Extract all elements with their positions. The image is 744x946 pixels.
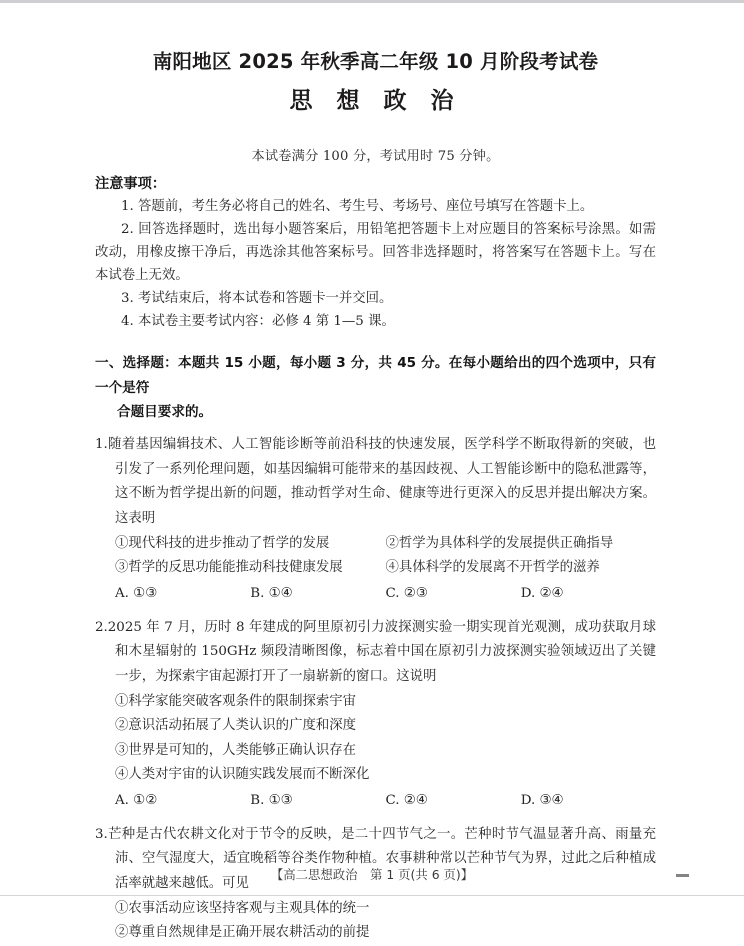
- question-2-text: 2025 年 7 月，历时 8 年建成的阿里原初引力波探测实验一期实现首光观测，成功获取月球和木星辐射的 150GHz 频段清晰图像，标志着中国在原初引力波探测实验领域迈出了关键一步，为探索宇宙起源打开了一扇崭新的窗口。这说明: [107, 619, 656, 684]
- notice-heading: 注意事项：: [95, 176, 166, 193]
- question-1-statement-3: ③哲学的反思功能能推动科技健康发展: [115, 560, 343, 576]
- question-1-statement-4: ④具体科学的发展离不开哲学的滋养: [385, 560, 600, 576]
- question-3-text: 芒种是古代农耕文化对于节令的反映，是二十四节气之一。芒种时节气温显著升高、雨量充沛、空气湿度大，适宜晚稻等谷类作物种植。农事耕种常以芒种节气为界，过此之后种植成活率就越来越低。可见: [107, 826, 656, 892]
- question-1-choice-c[interactable]: C. ②③: [385, 585, 428, 601]
- question-1-stem: [95, 433, 656, 532]
- question-2-statement-4: ④人类对宇宙的认识随实践发展而不断深化: [115, 767, 370, 783]
- notice-item: 2. 回答选择题时，选出每小题答案后，用铅笔把答题卡上对应题目的答案标号涂黑。如需改动，用橡皮擦干净后，再选涂其他答案标号。回答非选择题时，将答案写在答题卡上。写在本试卷上无效。: [95, 222, 656, 284]
- question-2-statement-1: ①科学家能突破客观条件的限制探索宇宙: [115, 693, 357, 709]
- question-1-text: 随着基因编辑技术、人工智能诊断等前沿科技的快速发展，医学科学不断取得新的突破，也引发了一系列伦理问题，如基因编辑可能带来的基因歧视、人工智能诊断中的隐私泄露等，这不断为哲学提出新的问题，推动哲学对生命、健康等进行更深入的反思并提出解决方案。这表明: [107, 436, 656, 526]
- question-1-statement-1: ①现代科技的进步推动了哲学的发展: [115, 535, 330, 551]
- question-2-choice-a[interactable]: A. ①②: [115, 793, 158, 809]
- notice-item: 1. 答题前，考生务必将自己的姓名、考生号、考场号、座位号填写在答题卡上。: [121, 199, 594, 215]
- question-2-statement-2: ②意识活动拓展了人类认识的广度和深度: [115, 718, 357, 734]
- question-2-stem: [95, 616, 656, 690]
- page-corner-mark: [676, 874, 689, 877]
- question-1-choices: [95, 582, 656, 607]
- notice-list: [95, 195, 656, 333]
- question-1-number: 1.: [95, 436, 108, 452]
- subject-title: 思 想 政 治: [289, 88, 462, 115]
- page-content: [0, 3, 744, 946]
- question-2-statement-3: ③世界是可知的，人类能够正确认识存在: [115, 742, 357, 758]
- page-footer: 【高二思想政治 第 1 页(共 6 页)】: [270, 867, 474, 882]
- question-1: [95, 433, 656, 607]
- question-1-choice-b[interactable]: B. ①④: [250, 585, 293, 601]
- question-1-statement-row-1: [95, 532, 656, 557]
- question-3-stem: [95, 823, 656, 897]
- section-heading-line-1: 一、选择题：本题共 15 小题，每小题 3 分，共 45 分。在每小题给出的四个选项中，只有一个是符: [95, 355, 656, 396]
- section-heading-choice: [95, 351, 656, 424]
- question-2-choice-c[interactable]: C. ②④: [385, 793, 428, 809]
- question-2: [95, 616, 656, 814]
- section-heading-line-2: 合题目要求的。: [117, 403, 213, 420]
- notice-item: 4. 本试卷主要考试内容：必修 4 第 1—5 课。: [121, 314, 395, 330]
- page-title: 南阳地区 2025 年秋季高二年级 10 月阶段考试卷: [152, 50, 599, 73]
- question-2-choice-b[interactable]: B. ①③: [250, 793, 293, 809]
- question-1-choice-d[interactable]: D. ②④: [520, 585, 564, 601]
- question-2-choices: [95, 789, 656, 814]
- question-2-number: 2.: [95, 619, 108, 635]
- question-3-statement-1: ①农事活动应该坚持客观与主观具体的统一: [115, 900, 370, 916]
- exam-meta-line: 本试卷满分 100 分，考试用时 75 分钟。: [251, 149, 500, 165]
- notice-item: 3. 考试结束后，将本试卷和答题卡一并交回。: [121, 291, 393, 307]
- question-1-statement-2: ②哲学为具体科学的发展提供正确指导: [385, 535, 614, 551]
- question-3-statement-2: ②尊重自然规律是正确开展农耕活动的前提: [115, 925, 370, 941]
- question-1-statement-row-2: [95, 556, 656, 581]
- question-3: [95, 823, 656, 946]
- question-3-number: 3.: [95, 826, 108, 842]
- question-1-choice-a[interactable]: A. ①③: [115, 585, 158, 601]
- question-2-choice-d[interactable]: D. ③④: [520, 793, 564, 809]
